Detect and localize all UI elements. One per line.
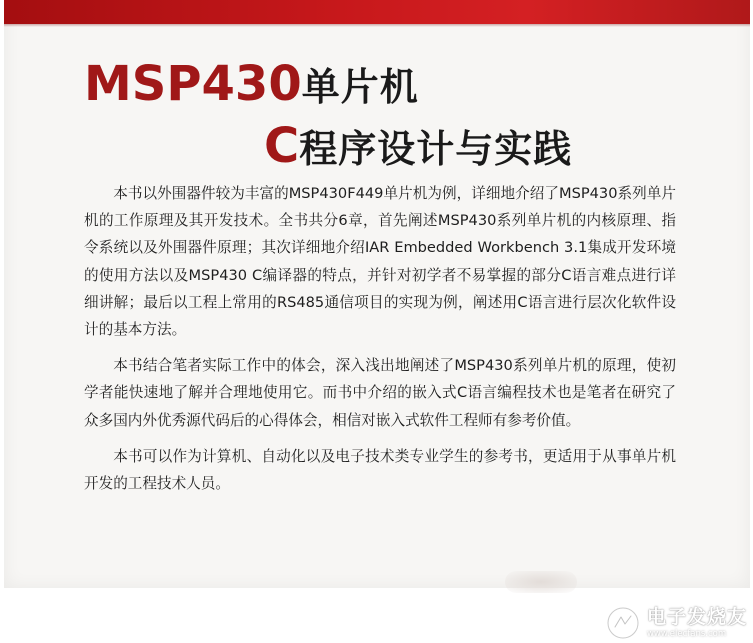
scan-smudge (505, 571, 577, 593)
watermark-url: www.elecfans.com (646, 628, 727, 639)
title-accent-c: C (264, 118, 300, 174)
title-line-2 (84, 118, 572, 174)
description-paragraph-2: 本书结合笔者实际工作中的体会，深入浅出地阐述了MSP430系列单片机的原理，使初学者能快速地了解并合理地使用它。而书中介绍的嵌入式C语言编程技术也是笔者在研究了众多国内外优秀源代码后的心得体会，相信对嵌入式软件工程师有参考价值。 (84, 357, 676, 429)
title-rest-2: 程序设计与实践 (299, 127, 573, 171)
title-rest-1: 单片机 (301, 65, 419, 109)
elecfans-logo-icon (605, 605, 641, 641)
top-red-band (4, 0, 750, 24)
title-accent-msp430: MSP430 (84, 56, 302, 112)
watermark (605, 605, 747, 641)
description-paragraph-3: 本书可以作为计算机、自动化以及电子技术类专业学生的参考书，更适用于从事单片机开发的工程技术人员。 (84, 447, 676, 493)
book-title (84, 56, 572, 174)
band-shadow (4, 24, 750, 27)
title-line-1 (84, 56, 572, 112)
book-description (84, 180, 676, 506)
watermark-text (646, 605, 747, 639)
description-paragraph-1: 本书以外围器件较为丰富的MSP430F449单片机为例，详细地介绍了MSP430系列单片机的工作原理及其开发技术。全书共分6章，首先阐述MSP430系列单片机的内核原理、指令系统以及外围器件原理；其次详细地介绍IAR Embedded Workbench 3.1集成开发环境的使用方法以及MSP430 C编译器的特点，并针对初学者不易掌握的部分C语言难点进行详细讲解；最后以工程上常用的RS485通信项目的实现为例，阐述用C语言进行层次化软件设计的基本方法。 (84, 185, 676, 339)
watermark-name: 电子发烧友 (646, 605, 747, 628)
